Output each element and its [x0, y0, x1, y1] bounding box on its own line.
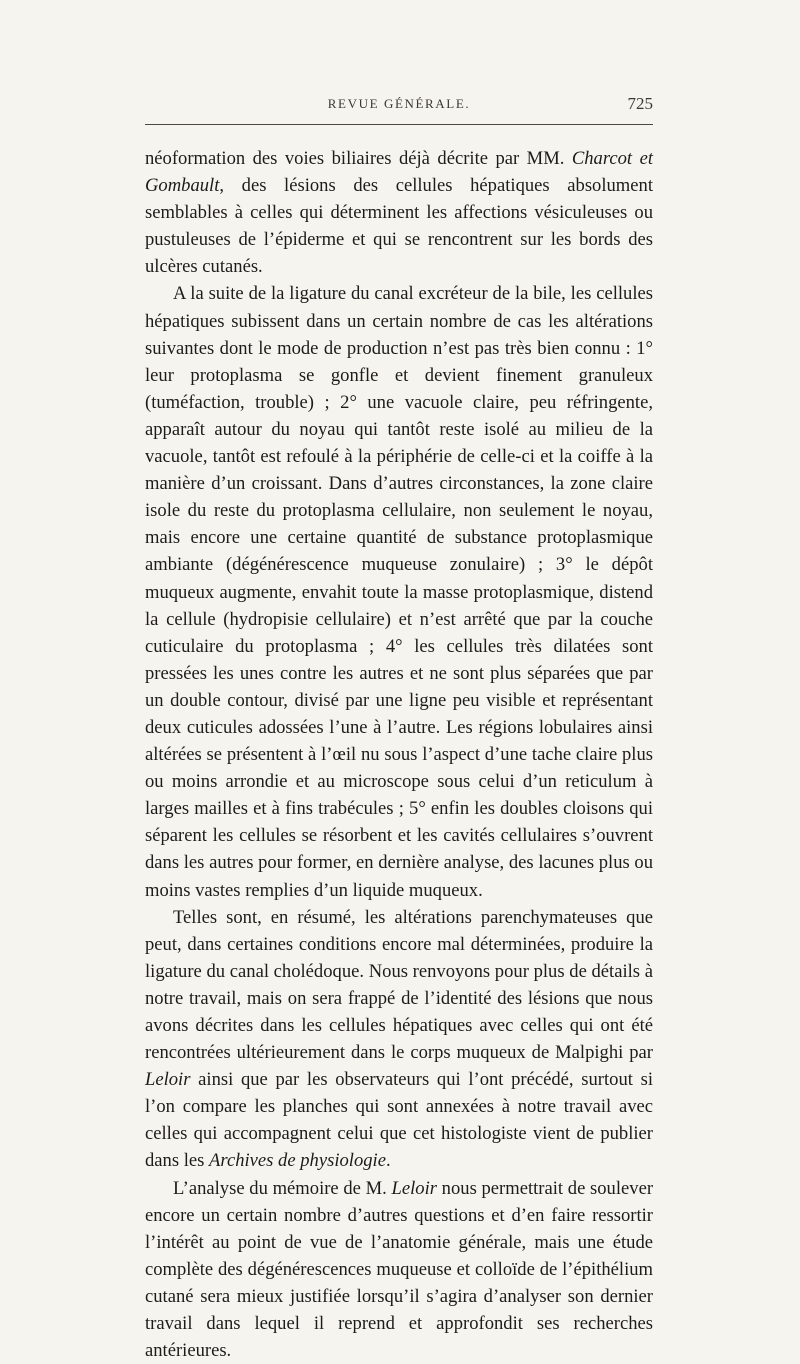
paragraph-1-start: néoformation des voies biliaires déjà décrite par MM.	[145, 148, 572, 169]
author-leloir: Leloir	[145, 1069, 191, 1091]
author-leloir-2: Leloir	[391, 1177, 437, 1199]
paragraph-4-part-a: L’analyse du mémoire de M.	[173, 1177, 392, 1199]
running-head: REVUE GÉNÉRALE.	[327, 96, 471, 111]
journal-title: Archives de physiologie	[209, 1150, 386, 1172]
paragraph-4	[145, 1175, 653, 1364]
paragraph-3	[145, 904, 653, 1175]
paragraph-1	[145, 145, 653, 280]
page-header	[145, 96, 653, 116]
header-rule	[145, 124, 653, 125]
body-text	[145, 145, 653, 1364]
paragraph-3-part-a: Telles sont, en résumé, les altérations parenchymateuses que peut, dans certaines conditions encore mal déterminées, produire la ligature du canal cholédoque. Nous renvoyons pour plus de détails à notre travail, mais on sera frappé de l’identité des lésions que nous avons décrites dans les cellules hépatiques avec celles qui ont été rencontrées ultérieurement dans le corps muqueux de Malpighi par	[145, 906, 653, 1064]
page-number: 725	[627, 94, 653, 113]
paragraph-3-part-c: .	[385, 1150, 391, 1172]
paragraph-2: A la suite de la ligature du canal excréteur de la bile, les cellules hépatiques subissent dans un certain nombre de cas les altérations suivantes dont le mode de production n’est pas très bien connu : 1° leur protoplasma se gonfle et devient finement granuleux (tuméfaction, trouble) ; 2° une vacuole claire, peu réfringente, apparaît autour du noyau qui tantôt reste isolé au milieu de la vacuole, tantôt est refoulé à la périphérie de celle-ci et la coiffe à la manière d’un croissant. Dans d’autres circonstances, la zone claire isole du reste du protoplasma cellulaire, non seulement le noyau, mais encore une certaine quantité de substance protoplasmique ambiante (dégénérescence muqueuse zonulaire) ; 3° le dépôt muqueux augmente, envahit toute la masse protoplasmique, distend la cellule (hydropisie cellulaire) et n’est arrêté que par la couche cuticulaire du protoplasma ; 4° les cellules très dilatées sont pressées les unes contre les autres et ne sont plus séparées que par un double contour, divisé par une ligne peu visible et représentant deux cuticules adossées l’une à l’autre. Les régions lobulaires ainsi altérées se présentent à l’œil nu sous l’aspect d’une tache claire plus ou moins arrondie et au microscope sous celui d’un reticulum à larges mailles et à fins trabécules ; 5° enfin les doubles cloisons qui séparent les cellules se résorbent et les cavités cellulaires s’ouvrent dans les autres pour former, en dernière analyse, des lacunes plus ou moins vastes remplies d’un liquide muqueux.	[145, 283, 653, 901]
paragraph-3-part-b: ainsi que par les observateurs qui l’ont précédé, surtout si l’on compare les planches qui sont annexées à notre travail avec celles qui accompagnent celui que cet histologiste vient de publier dans les	[145, 1069, 653, 1172]
paragraph-4-part-b: nous permettrait de soulever encore un certain nombre d’autres questions et d’en faire ressortir l’intérêt au point de vue de l’anatomie générale, mais une étude complète des dégénérescences muqueuse et colloïde de l’épithélium cutané sera mieux justifiée lorsqu’il s’agira d’analyser son dernier travail dans lequel il reprend et approfondit ses recherches antérieures.	[145, 1177, 654, 1362]
paragraph-1-rest: , des lésions des cellules hépatiques absolument semblables à celles qui déterminent les affections vésiculeuses ou pustuleuses de l’épiderme et qui se rencontrent sur les bords des ulcères cutanés.	[145, 175, 653, 278]
author-names: Charcot et Gombault	[145, 148, 653, 197]
